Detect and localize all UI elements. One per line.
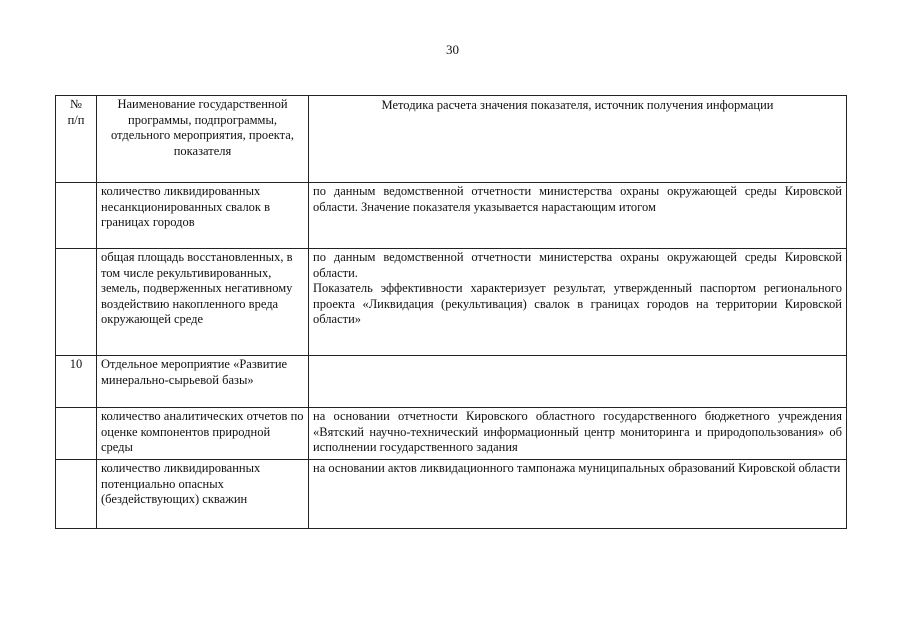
table-row [56,183,847,249]
row-num [56,460,97,529]
row-method [309,183,847,249]
row-name: общая площадь восстановленных, в том числе рекультивированных, земель, подверженных негативному воздействию накопленного вреда окружающей среде [97,249,309,356]
row-method [309,249,847,356]
method-paragraph: по данным ведомственной отчетности министерства охраны окружающей среды Кировской области. [313,250,842,280]
row-name: количество аналитических отчетов по оценке компонентов природной среды [97,408,309,460]
table-row [56,249,847,356]
row-method [309,460,847,529]
row-num [56,408,97,460]
header-num-line1: № [70,97,82,111]
table-header-row [56,96,847,183]
page-number: 30 [446,42,459,57]
method-paragraph: Показатель эффективности характеризует результат, утвержденный паспортом регионального проекта «Ликвидация (рекультивация) свалок в границах городов на территории Кировской области» [313,281,842,326]
method-paragraph: на основании актов ликвидационного тампонажа муниципальных образований Кировской области [313,461,841,475]
header-method: Методика расчета значения показателя, источник получения информации [309,96,847,183]
row-name: количество ликвидированных несанкционированных свалок в границах городов [97,183,309,249]
row-name: Отдельное мероприятие «Развитие минерально-сырьевой базы» [97,356,309,408]
indicator-table [55,95,847,529]
header-num [56,96,97,183]
row-num [56,183,97,249]
method-paragraph: на основании отчетности Кировского областного государственного бюджетного учреждения «Вятский научно-технический информационный центр мониторинга и природопользования» об исполнении государственного задания [313,409,842,454]
row-method [309,408,847,460]
table-row [56,408,847,460]
method-paragraph: по данным ведомственной отчетности министерства охраны окружающей среды Кировской области. Значение показателя указывается нарастающим итогом [313,184,842,214]
header-num-line2: п/п [67,112,85,127]
table-row [56,356,847,408]
row-num [56,249,97,356]
row-name: количество ликвидированных потенциально опасных (бездействующих) скважин [97,460,309,529]
header-name: Наименование государственной программы, подпрограммы, отдельного мероприятия, проекта, показателя [97,96,309,183]
table-row [56,460,847,529]
row-num: 10 [56,356,97,408]
row-method [309,356,847,408]
